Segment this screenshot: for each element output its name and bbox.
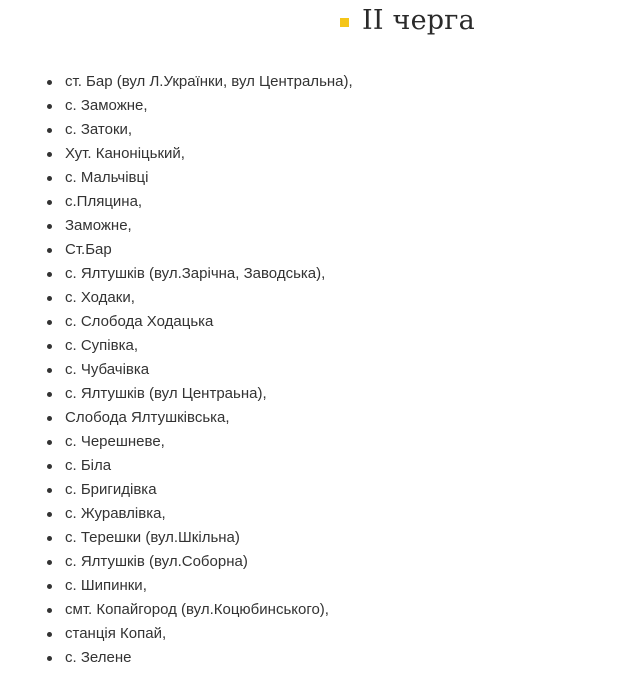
list-item <box>0 262 353 286</box>
list-item-text: с. Мальчівці <box>65 169 149 186</box>
list-item <box>0 478 353 502</box>
list-item-text: Слобода Ялтушківська, <box>65 409 230 426</box>
list-item <box>0 454 353 478</box>
bullet-icon <box>47 128 52 133</box>
bullet-icon <box>47 344 52 349</box>
list-item-text: с. Терешки (вул.Шкільна) <box>65 529 240 546</box>
list-item <box>0 358 353 382</box>
list-item <box>0 286 353 310</box>
list-item-text: с. Чубачівка <box>65 361 150 378</box>
settlement-list <box>0 70 353 670</box>
list-item-text: с. Затоки, <box>65 121 133 138</box>
list-item-text: с. Слобода Ходацька <box>65 313 214 330</box>
bullet-icon <box>47 104 52 109</box>
list-item-text: с. Біла <box>65 457 112 474</box>
list-item-text: с. Ялтушків (вул Центраьна), <box>65 385 267 402</box>
list-item-text: с. Заможне, <box>65 97 148 114</box>
bullet-icon <box>47 584 52 589</box>
heading-title: II черга <box>362 4 475 36</box>
list-item-text: с. Ходаки, <box>65 289 135 306</box>
list-item <box>0 550 353 574</box>
list-item-text: Ст.Бар <box>65 241 112 258</box>
list-item <box>0 214 353 238</box>
bullet-icon <box>47 416 52 421</box>
bullet-icon <box>47 608 52 613</box>
bullet-icon <box>47 512 52 517</box>
list-item <box>0 526 353 550</box>
bullet-icon <box>47 152 52 157</box>
bullet-icon <box>47 536 52 541</box>
bullet-icon <box>47 248 52 253</box>
bullet-icon <box>47 464 52 469</box>
list-item-text: станція Копай, <box>65 625 167 642</box>
list-item-text: с. Бригидівка <box>65 481 157 498</box>
list-item-text: с. Журавлівка, <box>65 505 166 522</box>
bullet-icon <box>47 320 52 325</box>
list-item-text: с. Черешневе, <box>65 433 165 450</box>
bullet-icon <box>47 80 52 85</box>
list-item <box>0 166 353 190</box>
bullet-icon <box>47 176 52 181</box>
list-item <box>0 334 353 358</box>
list-item <box>0 598 353 622</box>
list-item <box>0 382 353 406</box>
bullet-icon <box>47 656 52 661</box>
list-item <box>0 406 353 430</box>
list-item <box>0 118 353 142</box>
list-item-text: смт. Копайгород (вул.Коцюбинського), <box>65 601 329 618</box>
bullet-icon <box>47 632 52 637</box>
list-item-text: с. Шипинки, <box>65 577 147 594</box>
list-item <box>0 574 353 598</box>
bullet-icon <box>47 560 52 565</box>
list-item <box>0 94 353 118</box>
bullet-icon <box>47 224 52 229</box>
bullet-icon <box>47 368 52 373</box>
bullet-icon <box>47 200 52 205</box>
bullet-icon <box>47 392 52 397</box>
bullet-icon <box>47 272 52 277</box>
list-item <box>0 190 353 214</box>
list-item-text: с. Ялтушків (вул.Зарічна, Заводська), <box>65 265 326 282</box>
square-marker-icon <box>340 18 349 27</box>
list-item-text: Заможне, <box>65 217 132 234</box>
section-heading <box>340 2 475 38</box>
list-item-text: ст. Бар (вул Л.Українки, вул Центральна), <box>65 73 353 90</box>
bullet-icon <box>47 296 52 301</box>
bullet-icon <box>47 488 52 493</box>
bullet-icon <box>47 440 52 445</box>
list-item <box>0 430 353 454</box>
list-item <box>0 238 353 262</box>
list-item <box>0 502 353 526</box>
list-item <box>0 310 353 334</box>
list-item <box>0 622 353 646</box>
list-item <box>0 646 353 670</box>
list-item <box>0 142 353 166</box>
list-item-text: с. Зелене <box>65 649 132 666</box>
list-item-text: с.Пляцина, <box>65 193 143 210</box>
list-item-text: с. Ялтушків (вул.Соборна) <box>65 553 248 570</box>
list-item-text: Хут. Каноніцький, <box>65 145 185 162</box>
list-item <box>0 70 353 94</box>
list-item-text: с. Супівка, <box>65 337 138 354</box>
